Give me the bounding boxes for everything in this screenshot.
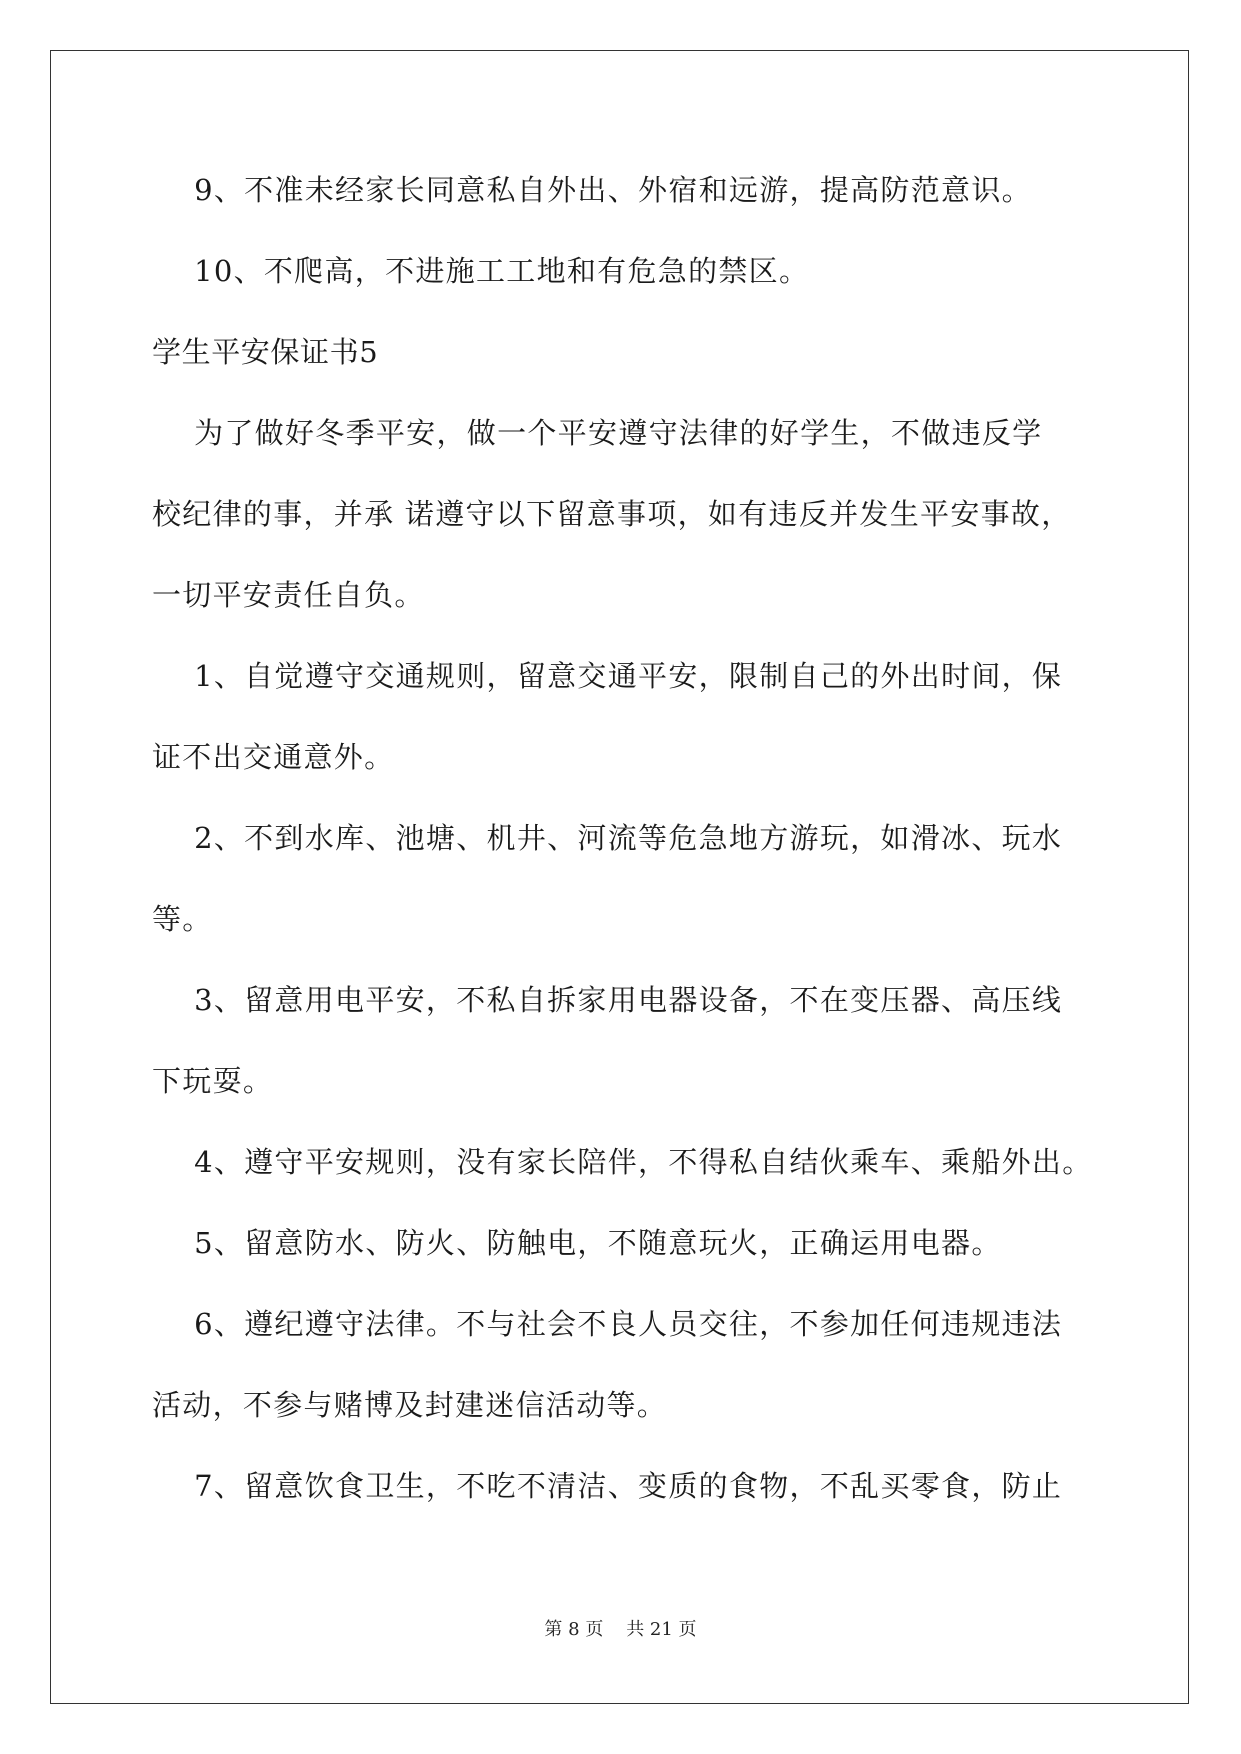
rule-6-line-1: 6、遵纪遵守法律。不与社会不良人员交往，不参加任何违规违法 (152, 1307, 1063, 1341)
intro-paragraph-line-2: 校纪律的事，并承 诺遵守以下留意事项，如有违反并发生平安事故， (152, 497, 1072, 531)
page-border (50, 50, 1189, 1704)
page-footer (0, 1615, 1241, 1641)
rule-1-line-2: 证不出交通意外。 (152, 740, 395, 774)
rule-7-line-1: 7、留意饮食卫生，不吃不清洁、变质的食物，不乱买零食，防止 (152, 1469, 1063, 1503)
rule-3-line-1: 3、留意用电平安，不私自拆家用电器设备，不在变压器、高压线 (152, 983, 1063, 1017)
rule-6-line-2: 活动，不参与赌博及封建迷信活动等。 (152, 1388, 668, 1422)
rule-2-line-1: 2、不到水库、池塘、机井、河流等危急地方游玩，如滑冰、玩水 (152, 821, 1063, 855)
rule-3-line-2: 下玩耍。 (152, 1064, 274, 1098)
page-number: 第 8 页 共 21 页 (544, 1619, 697, 1640)
rule-5: 5、留意防水、防火、防触电，不随意玩火，正确运用电器。 (152, 1226, 1002, 1260)
intro-paragraph-line-3: 一切平安责任自负。 (152, 578, 425, 612)
rule-2-line-2: 等。 (152, 902, 213, 936)
section-heading: 学生平安保证书5 (152, 335, 379, 369)
paragraph-item-9: 9、不准未经家长同意私自外出、外宿和远游，提高防范意识。 (152, 173, 1032, 207)
rule-1-line-1: 1、自觉遵守交通规则，留意交通平安，限制自己的外出时间，保 (152, 659, 1063, 693)
paragraph-item-10: 10、不爬高，不进施工工地和有危急的禁区。 (152, 254, 810, 288)
intro-paragraph-line-1: 为了做好冬季平安，做一个平安遵守法律的好学生，不做违反学 (152, 416, 1043, 450)
rule-4: 4、遵守平安规则，没有家长陪伴，不得私自结伙乘车、乘船外出。 (152, 1145, 1093, 1179)
